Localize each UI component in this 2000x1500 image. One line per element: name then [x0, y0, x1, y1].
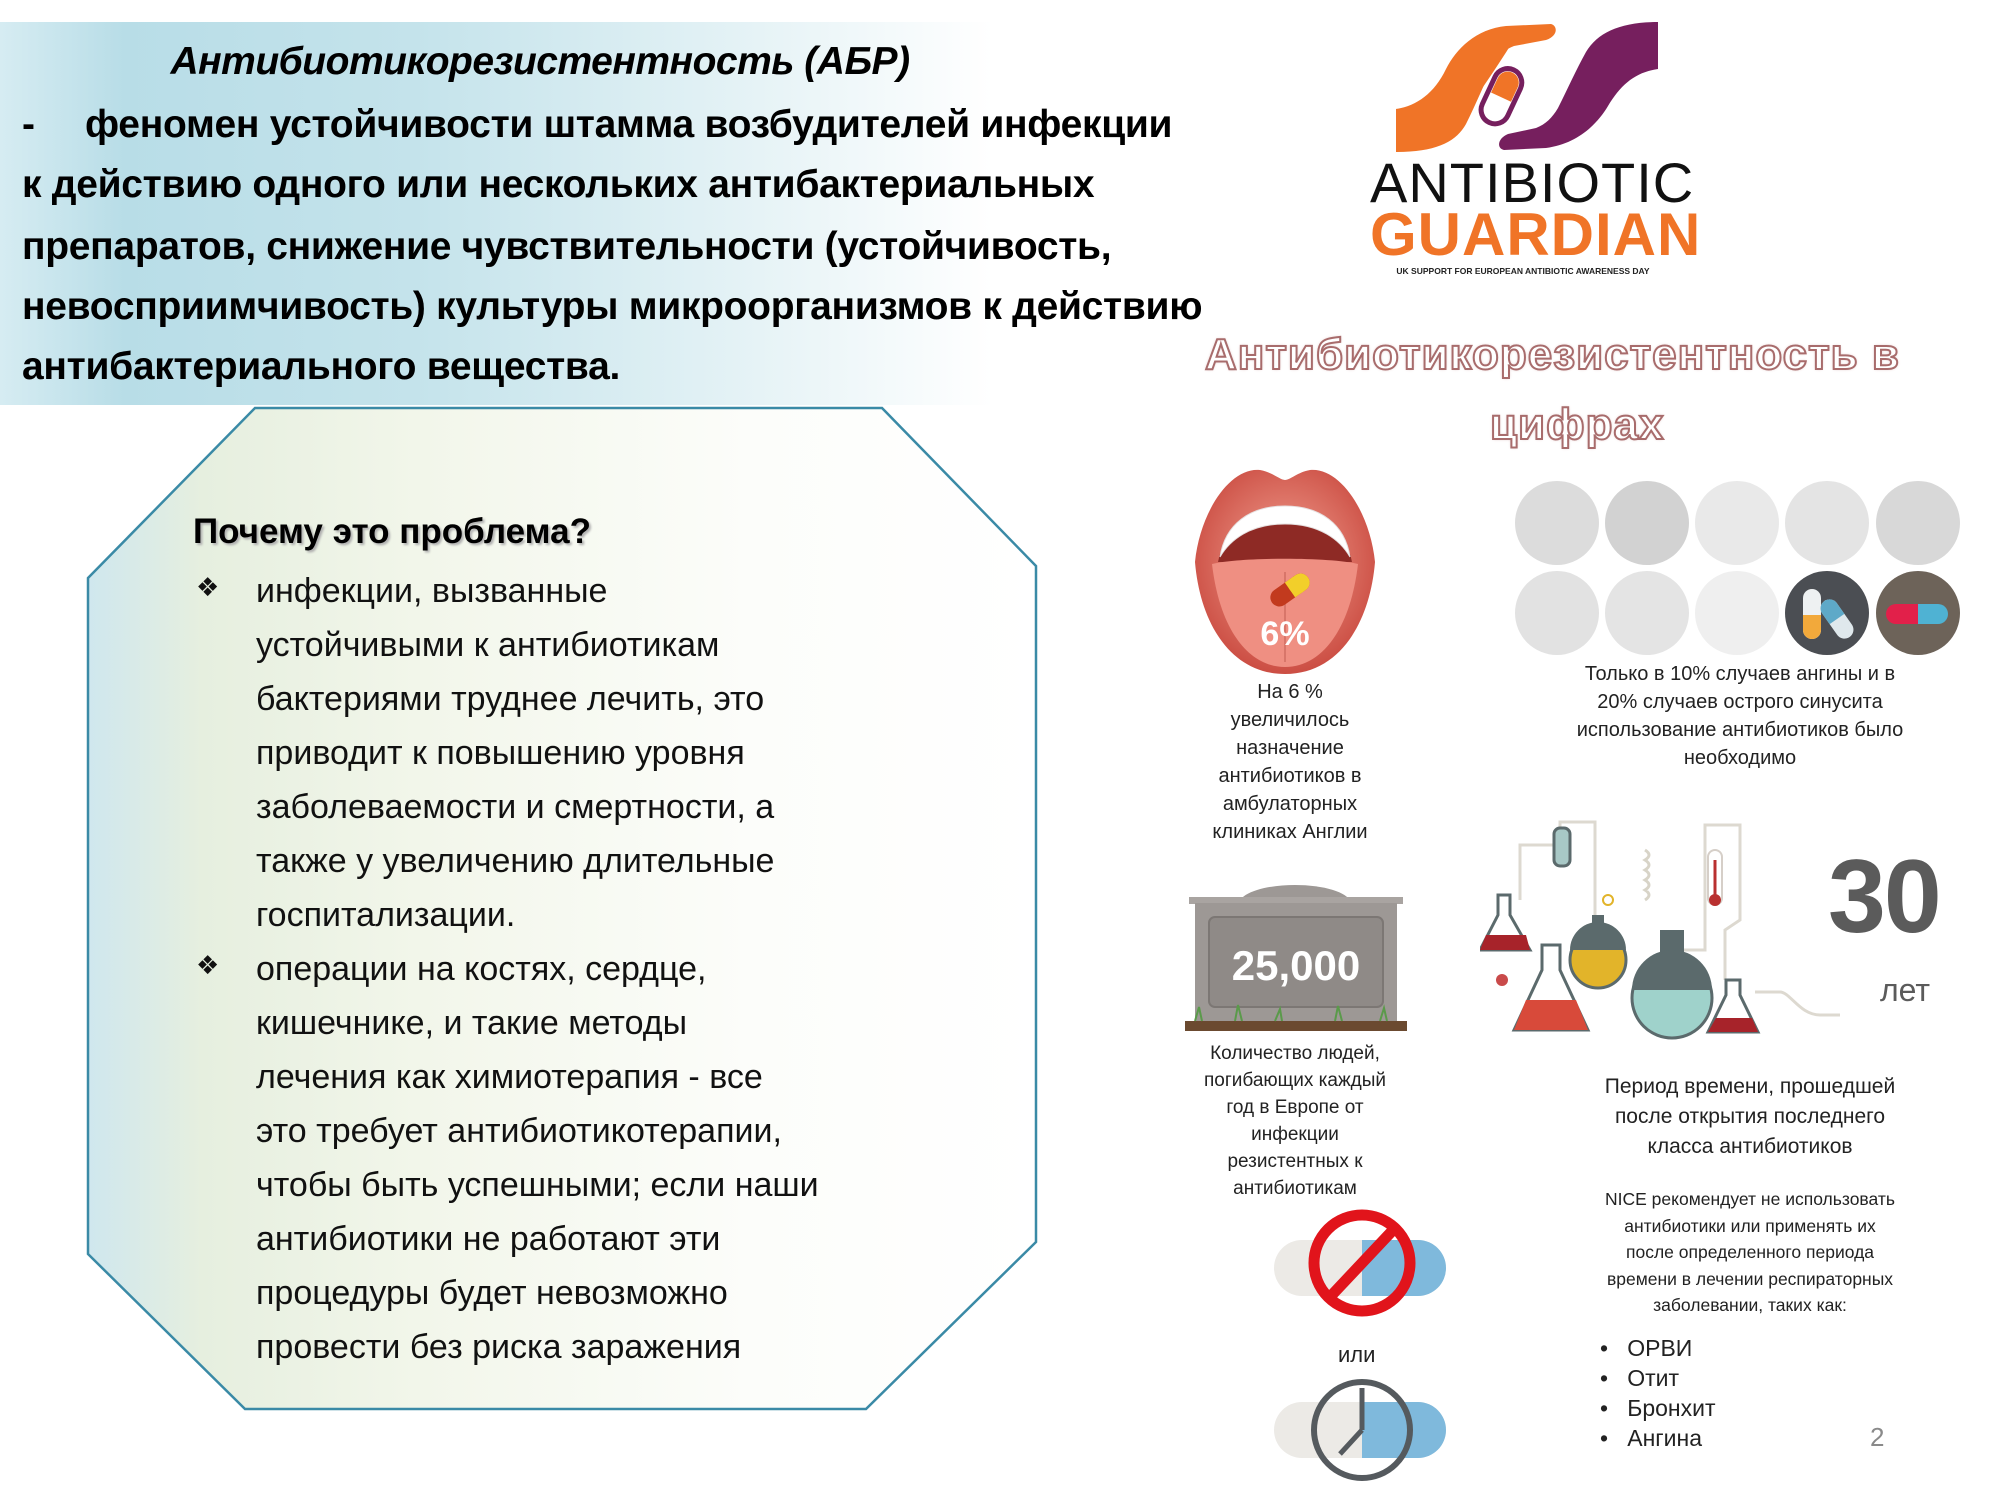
list-item: • ОРВИ	[1600, 1335, 1693, 1361]
list-item: • Ангина	[1600, 1425, 1703, 1451]
definition-line: к действию одного или нескольких антибактериальных	[22, 163, 1095, 206]
caption-line: антибиотиков в	[1218, 765, 1362, 787]
mouth-caption	[1180, 678, 1400, 846]
problem-text-line: госпитализации.	[256, 896, 516, 934]
list-item: • Бронхит	[1600, 1395, 1716, 1421]
problem-text-line: устойчивыми к антибиотикам	[256, 626, 720, 664]
caption-line: На 6 %	[1257, 681, 1323, 703]
problem-text-line: кишечнике, и такие методы	[256, 1004, 688, 1042]
problem-box-octagon	[86, 406, 1038, 1411]
caption-line: антибиотики или применять их	[1624, 1215, 1876, 1236]
problem-text-line: провести без риска заражения	[256, 1328, 742, 1366]
highlighted-pills-dark-icon	[1785, 571, 1869, 655]
logo-tagline: UK SUPPORT FOR EUROPEAN ANTIBIOTIC AWARENESS DAY	[1396, 266, 1650, 276]
or-label: или	[1338, 1342, 1376, 1367]
problem-text-line: антибиотики не работают эти	[256, 1220, 721, 1258]
logo-word-guardian: GUARDIAN	[1370, 201, 1702, 268]
highlighted-capsule-brown-icon	[1876, 571, 1960, 655]
problem-text-line: операции на костях, сердце,	[256, 950, 707, 988]
diamond-bullet-icon: ❖	[196, 572, 220, 602]
nice-disease-list	[1600, 1333, 1716, 1453]
slide-title: Антибиотикорезистентность (АБР)	[170, 40, 910, 83]
definition-line: невосприимчивость) культуры микроорганизмов к действию	[22, 285, 1203, 328]
pill-circle-icon	[1515, 571, 1599, 655]
nice-recommendation-text	[1535, 1186, 1965, 1319]
problem-text-line: также у увеличению длительные	[256, 842, 775, 880]
caption-line: после определенного периода	[1625, 1242, 1875, 1262]
pill-circle-icon	[1695, 481, 1779, 565]
caption-line: назначение	[1236, 737, 1344, 759]
problem-text-line: процедуры будет невозможно	[256, 1274, 728, 1312]
laboratory-flasks-icon	[1480, 820, 1840, 1040]
pill-circle-icon	[1876, 481, 1960, 565]
caption-line: после открытия последнего	[1614, 1105, 1886, 1128]
list-item: • Отит	[1600, 1365, 1680, 1391]
pill-circle-icon	[1605, 481, 1689, 565]
problem-text-line: инфекции, вызванные	[256, 572, 608, 610]
problem-heading: Почему это проблема?	[193, 512, 591, 551]
problem-text-line: заболеваемости и смертности, а	[256, 788, 775, 826]
tombstone-icon	[1185, 875, 1407, 1035]
years-unit: лет	[1880, 972, 1931, 1008]
caption-line: необходимо	[1683, 747, 1797, 769]
definition-dash: -	[22, 103, 35, 146]
caption-line: клиниках Англии	[1212, 821, 1368, 843]
infographic-title-line1: Антибиотикорезистентность в	[1205, 330, 1900, 379]
problem-text-line: бактериями труднее лечить, это	[256, 680, 765, 718]
pills-caption	[1520, 660, 1960, 772]
diamond-bullet-icon: ❖	[196, 950, 220, 980]
years-value: 30	[1828, 839, 1940, 955]
problem-text-line: лечения как химиотерапия - все	[256, 1058, 763, 1096]
caption-line: NICE рекомендует не использовать	[1604, 1189, 1896, 1209]
caption-line: Период времени, прошедшей	[1604, 1075, 1896, 1098]
caption-line: класса антибиотиков	[1647, 1135, 1853, 1158]
problem-text-line: приводит к повышению уровня	[256, 734, 745, 772]
caption-line: использование антибиотиков было	[1576, 719, 1904, 741]
antibiotic-guardian-hands-logo-icon	[1396, 14, 1658, 154]
caption-line: 20% случаев острого синусита	[1597, 691, 1883, 713]
pill-circle-icon	[1695, 571, 1779, 655]
open-mouth-pill-icon	[1190, 462, 1380, 677]
tombstone-caption	[1180, 1040, 1410, 1202]
svg-text:25,000: 25,000	[1231, 942, 1361, 989]
caption-line: заболевании, таких как:	[1653, 1295, 1847, 1315]
page-number: 2	[1870, 1422, 1885, 1452]
pill-circle-icon	[1515, 481, 1599, 565]
definition-line: феномен устойчивости штамма возбудителей инфекции	[85, 103, 1173, 146]
caption-line: инфекции	[1251, 1124, 1339, 1145]
years-caption	[1540, 1072, 1960, 1162]
definition-line: антибактериального вещества.	[22, 345, 621, 388]
caption-line: амбулаторных	[1222, 793, 1358, 815]
caption-line: резистентных к	[1227, 1151, 1363, 1172]
caption-line: Только в 10% случаев ангины и в	[1584, 663, 1896, 685]
pill-circle-icon	[1605, 571, 1689, 655]
infographic-title-line2: цифрах	[1490, 400, 1665, 449]
caption-line: увеличилось	[1230, 709, 1350, 731]
definition-line: препаратов, снижение чувствительности (устойчивость,	[22, 225, 1112, 268]
delayed-antibiotic-clock-icon	[1270, 1372, 1450, 1490]
problem-text-line: чтобы быть успешными; если наши	[256, 1166, 819, 1204]
logo-word-antibiotic: ANTIBIOTIC	[1370, 151, 1695, 214]
problem-text-line: это требует антибиотикотерапии,	[256, 1112, 782, 1150]
caption-line: времени в лечении респираторных	[1606, 1268, 1894, 1289]
svg-text:6%: 6%	[1260, 615, 1310, 653]
caption-line: Количество людей,	[1210, 1043, 1380, 1064]
caption-line: погибающих каждый	[1203, 1070, 1387, 1091]
pill-circle-icon	[1785, 481, 1869, 565]
caption-line: антибиотикам	[1233, 1178, 1357, 1199]
prohibited-antibiotic-icon	[1270, 1205, 1450, 1323]
caption-line: год в Европе от	[1226, 1097, 1364, 1118]
